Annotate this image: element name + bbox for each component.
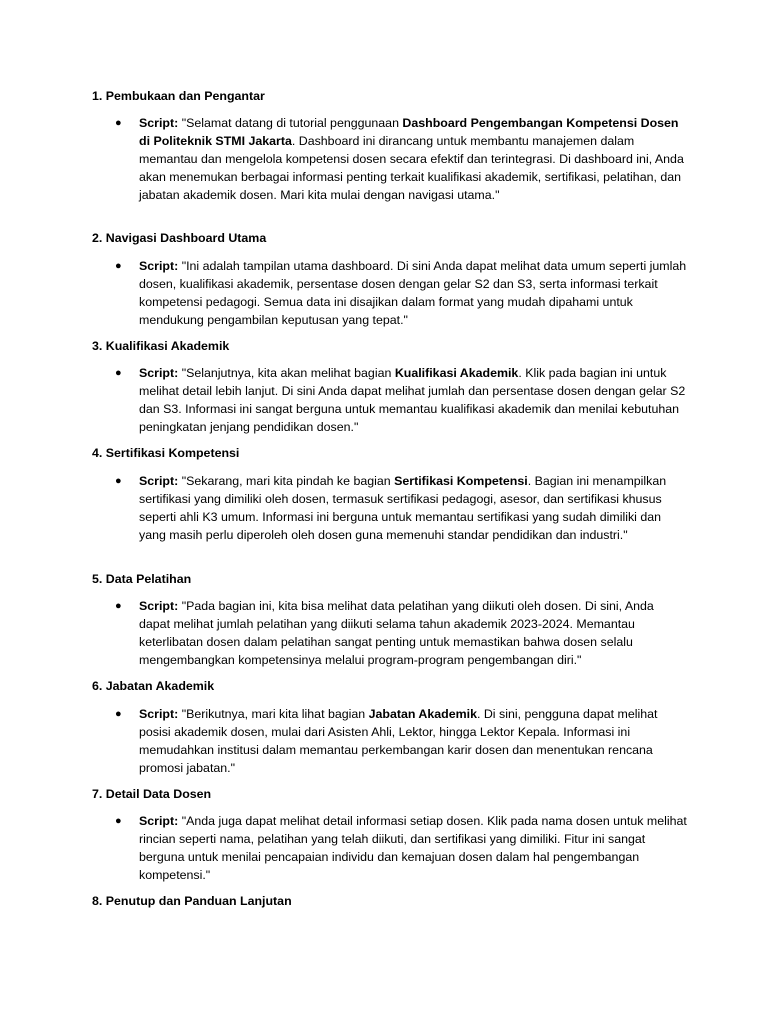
script-text-bold: Jabatan Akademik [368, 707, 477, 721]
script-text: "Selamat datang di tutorial penggunaan [178, 116, 403, 130]
bullet-dot-icon: ● [115, 475, 122, 487]
script-label: Script: [139, 707, 179, 721]
section-heading-2: 2. Navigasi Dashboard Utama [92, 231, 267, 245]
script-bullet-5 [115, 597, 687, 669]
script-text-bold: Kualifikasi Akademik [394, 366, 519, 380]
script-bullet-7 [115, 812, 687, 884]
script-text: "Berikutnya, mari kita lihat bagian [178, 707, 369, 721]
section-heading-5: 5. Data Pelatihan [92, 572, 192, 586]
bullet-dot-icon: ● [115, 260, 122, 272]
script-label: Script: [139, 366, 179, 380]
script-bullet-1 [115, 114, 687, 204]
section-heading-3: 3. Kualifikasi Akademik [92, 339, 230, 353]
section-heading-8: 8. Penutup dan Panduan Lanjutan [92, 894, 292, 908]
section-heading-6: 6. Jabatan Akademik [92, 679, 215, 693]
bullet-dot-icon: ● [115, 600, 122, 612]
bullet-dot-icon: ● [115, 815, 122, 827]
section-heading-7: 7. Detail Data Dosen [92, 787, 212, 801]
script-text-bold: Dashboard Pengembangan Kompetensi Dosen di Politeknik STMI Jakarta [139, 116, 679, 148]
bullet-dot-icon: ● [115, 117, 122, 129]
script-text: . Bagian ini menampilkan sertifikasi yang dimiliki oleh dosen, termasuk sertifikasi pedagogi, asesor, dan sertifikasi khusus seperti ahli K3 umum. Informasi ini berguna untuk memantau sertifikasi yang sudah dimiliki dan yang masih perlu diperoleh oleh dosen guna memenuhi standar pendidikan dan industri." [139, 474, 667, 542]
script-text: . Dashboard ini dirancang untuk membantu manajemen dalam memantau dan mengelola kompetensi dosen secara efektif dan terintegrasi. Di dashboard ini, Anda akan menemukan berbagai informasi penting terkait kualifikasi akademik, sertifikasi, pelatihan, dan jabatan akademik dosen. Mari kita mulai dengan navigasi utama." [139, 134, 684, 202]
script-text: "Pada bagian ini, kita bisa melihat data pelatihan yang diikuti oleh dosen. Di sini, Anda dapat melihat jumlah pelatihan yang diikuti selama tahun akademik 2023-2024. Memantau keterlibatan dosen dalam pelatihan sangat penting untuk memastikan bahwa dosen selalu mengembangkan kompetensinya melalui program-program pengembangan diri." [139, 599, 654, 667]
script-text: "Sekarang, mari kita pindah ke bagian [178, 474, 395, 488]
script-text: "Anda juga dapat melihat detail informasi setiap dosen. Klik pada nama dosen untuk melihat rincian seperti nama, pelatihan yang telah diikuti, dan sertifikasi yang dimiliki. Fitur ini sangat berguna untuk menilai pencapaian individu dan kemajuan dosen dalam hal pengembangan kompetensi." [139, 814, 687, 882]
script-bullet-6 [115, 705, 687, 777]
script-text-bold: Sertifikasi Kompetensi [394, 474, 528, 488]
script-label: Script: [139, 116, 179, 130]
script-bullet-2 [115, 257, 687, 329]
script-bullet-4 [115, 472, 687, 544]
section-heading-4: 4. Sertifikasi Kompetensi [92, 446, 240, 460]
script-label: Script: [139, 814, 179, 828]
bullet-dot-icon: ● [115, 708, 122, 720]
bullet-dot-icon: ● [115, 367, 122, 379]
script-bullet-3 [115, 364, 687, 436]
script-text: . Di sini, pengguna dapat melihat posisi akademik dosen, mulai dari Asisten Ahli, Lektor, hingga Lektor Kepala. Informasi ini memudahkan institusi dalam memantau perkembangan karir dosen dan menentukan rencana promosi jabatan." [139, 707, 658, 775]
script-label: Script: [139, 259, 179, 273]
script-text: "Ini adalah tampilan utama dashboard. Di sini Anda dapat melihat data umum seperti jumlah dosen, kualifikasi akademik, persentase dosen dengan gelar S2 dan S3, serta informasi terkait kompetensi pedagogi. Semua data ini disajikan dalam format yang mudah dipahami untuk mendukung pengambilan keputusan yang tepat." [139, 259, 687, 327]
script-text: . Klik pada bagian ini untuk melihat detail lebih lanjut. Di sini Anda dapat melihat jumlah dan persentase dosen dengan gelar S2 dan S3. Informasi ini sangat berguna untuk memantau kualifikasi akademik dan menilai kebutuhan peningkatan jenjang pendidikan dosen." [139, 366, 686, 434]
section-heading-1: 1. Pembukaan dan Pengantar [92, 89, 265, 103]
script-label: Script: [139, 474, 179, 488]
script-text: "Selanjutnya, kita akan melihat bagian [178, 366, 395, 380]
script-label: Script: [139, 599, 179, 613]
